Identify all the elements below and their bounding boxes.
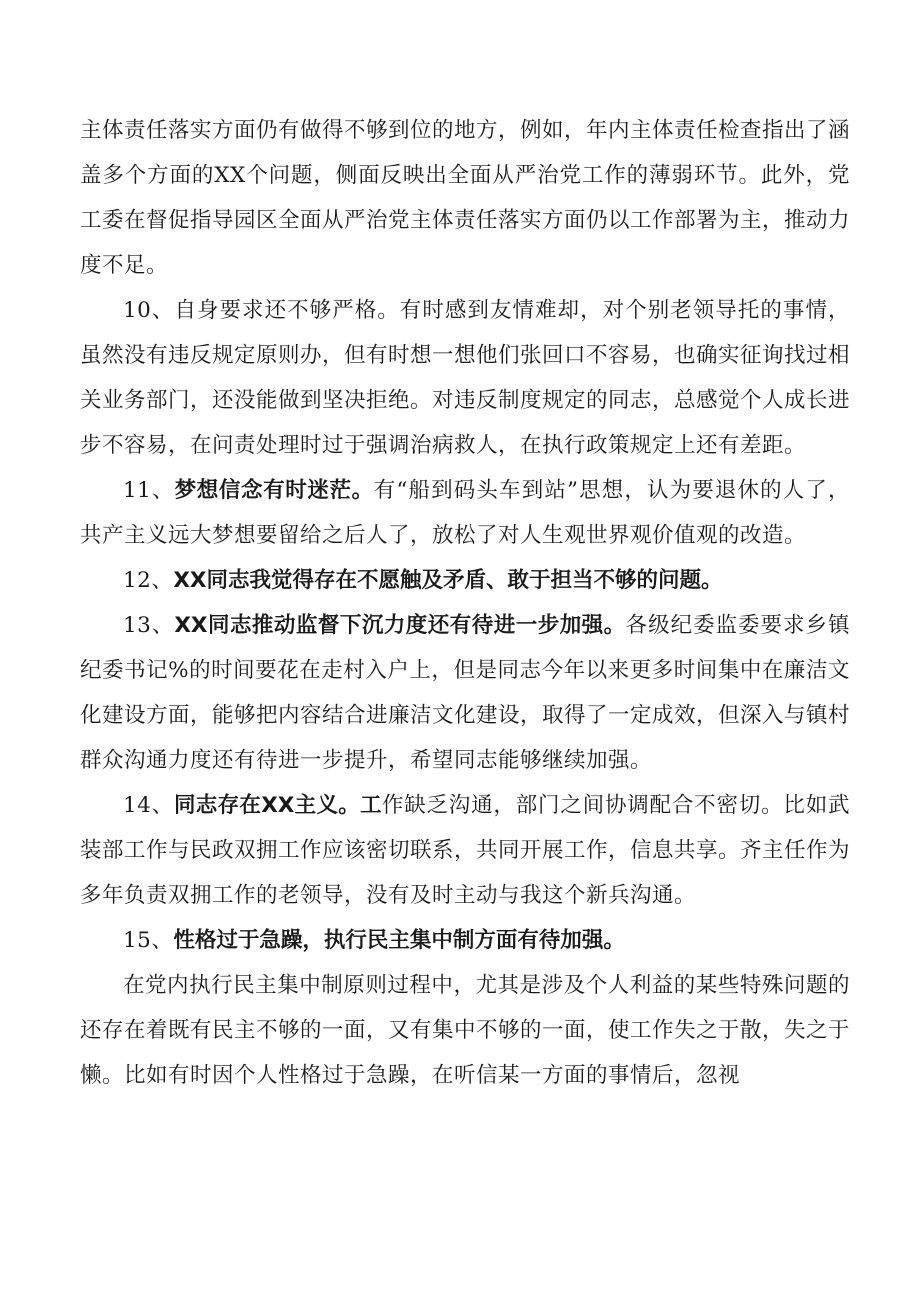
item-heading: 梦想信念有时迷茫。 [174,478,374,503]
item-number: 11、 [123,478,175,503]
item-body: 自身要求还不够严格。有时感到友情难却，对个别老领导托的事情，虽然没有违反规定原则办，但有时想一想他们张回口不容易，也确实征询找过相关业务部门，还没能做到坚决拒绝。对违反制度规定的同志，总感觉个人成长进步不容易，在问责处理时过于强调治病救人，在执行政策规定上还有差距。 [80,298,851,458]
item-heading: XX同志推动监督下沉力度还有待进一步加强。 [174,613,626,638]
document-page [80,108,850,1098]
paragraph-body: 在党内执行民主集中制原则过程中，尤其是涉及个人利益的某些特殊问题的还存在着既有民主不够的一面，又有集中不够的一面，使工作失之于散，失之于懒。比如有时因个人性格过于急躁，在听信某一方面的事情后，忽视 [80,973,851,1088]
paragraph-continuation: 主体责任落实方面仍有做得不够到位的地方，例如，年内主体责任检查指出了涵盖多个方面的XX个问题，侧面反映出全面从严治党工作的薄弱环节。此外，党工委在督促指导园区全面从严治党主体责任落实方面仍以工作部署为主，推动力度不足。 [80,118,851,278]
item-number: 14、 [123,793,174,818]
paragraph-item-13 [80,603,850,783]
paragraph-item-11 [80,468,850,558]
item-body: 作缺乏沟通，部门之间协调配合不密切。比如武装部工作与民政双拥工作应该密切联系，共同开展工作，信息共享。齐主任作为多年负责双拥工作的老领导，没有及时主动与我这个新兵沟通。 [80,793,851,908]
item-heading: XX同志我觉得存在不愿触及矛盾、敢于担当不够的问题。 [173,568,723,593]
item-body: 有“船到码头车到站”思想，认为要退休的人了，共产主义远大梦想要留给之后人了，放松了对人生观世界观价值观的改造。 [80,478,850,548]
item-number: 10、 [123,298,175,323]
paragraph-item-15 [80,918,850,963]
item-number: 15、 [123,928,174,953]
item-number: 13、 [123,613,175,638]
item-heading: 同志存在XX主义。工 [173,793,382,818]
item-number: 12、 [123,568,174,593]
paragraph-item-10 [80,288,850,468]
paragraph-item-14 [80,783,850,918]
item-body: 各级纪委监委要求乡镇纪委书记%的时间要花在走村入户上，但是同志今年以来更多时间集中在廉洁文化建设方面，能够把内容结合进廉洁文化建设，取得了一定成效，但深入与镇村群众沟通力度还有待进一步提升，希望同志能够继续加强。 [80,613,851,773]
paragraph-item-12 [80,558,850,603]
item-heading: 性格过于急躁，执行民主集中制方面有待加强。 [173,928,625,953]
